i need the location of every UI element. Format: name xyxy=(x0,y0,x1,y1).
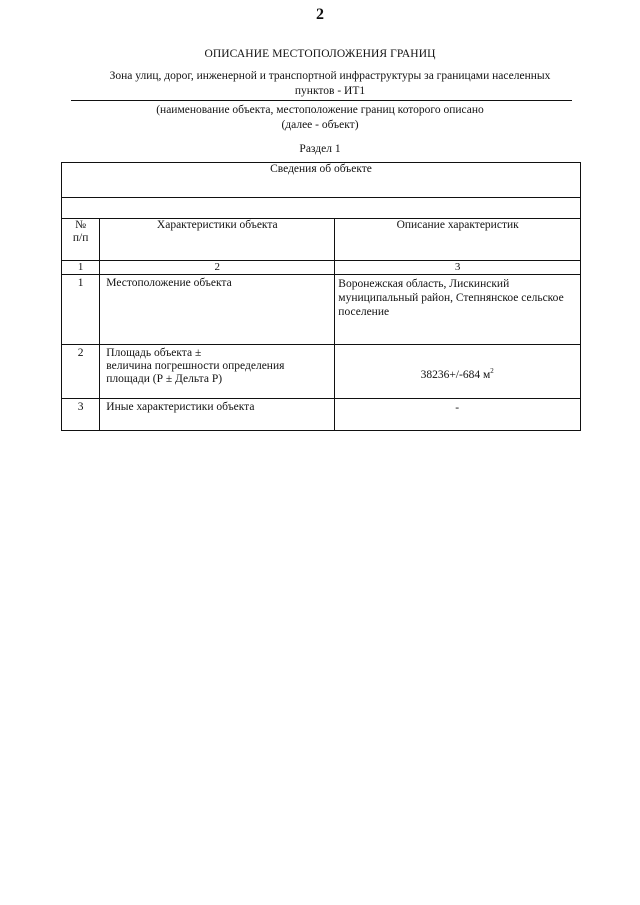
characteristic-line: Местоположение объекта xyxy=(106,277,232,289)
empty-cell xyxy=(62,198,581,219)
row-characteristic xyxy=(100,399,335,431)
column-number-1: 1 xyxy=(62,261,100,275)
header-num xyxy=(62,219,100,261)
header-description: Описание характеристик xyxy=(335,219,581,261)
caption-line-2: (далее - объект) xyxy=(281,119,359,131)
column-number-3: 3 xyxy=(335,261,581,275)
page-number: 2 xyxy=(316,6,324,23)
header-num-line-1: № xyxy=(75,219,87,231)
table-empty-row xyxy=(62,198,581,219)
table-title-row xyxy=(62,163,581,198)
object-info-table xyxy=(61,162,581,431)
table-title: Сведения об объекте xyxy=(62,163,581,198)
table-header-row xyxy=(62,219,581,261)
table-row xyxy=(62,275,581,345)
column-number-2: 2 xyxy=(100,261,335,275)
caption-line-1: (наименование объекта, местоположение границ которого описано xyxy=(156,104,484,116)
characteristic-line: величина погрешности определения xyxy=(106,360,285,372)
characteristic-line: площади (Р ± Дельта Р) xyxy=(106,373,223,385)
header-num-line-2: п/п xyxy=(72,232,89,244)
row-description: - xyxy=(335,399,581,431)
row-num: 2 xyxy=(62,345,100,399)
object-name-underline xyxy=(71,100,572,101)
characteristic-line: Иные характеристики объекта xyxy=(106,401,255,413)
row-description xyxy=(335,345,581,399)
row-characteristic xyxy=(100,345,335,399)
row-description xyxy=(335,275,581,345)
object-name-line-1: Зона улиц, дорог, инженерной и транспортной инфраструктуры за границами населенных xyxy=(109,70,551,82)
table-row xyxy=(62,345,581,399)
row-characteristic xyxy=(100,275,335,345)
header-characteristic: Характеристики объекта xyxy=(100,219,335,261)
row-num: 3 xyxy=(62,399,100,431)
area-unit-exponent: 2 xyxy=(490,366,494,375)
section-title: Раздел 1 xyxy=(299,143,341,155)
column-number-row xyxy=(62,261,581,275)
description-line: поселение xyxy=(338,306,390,318)
table-row xyxy=(62,399,581,431)
area-value: 38236+/-684 м xyxy=(420,368,491,381)
description-line: Воронежская область, Лискинский xyxy=(338,278,510,290)
object-name xyxy=(90,69,570,99)
characteristic-line: Площадь объекта ± xyxy=(106,347,202,359)
object-name-caption xyxy=(0,103,640,133)
document-title: ОПИСАНИЕ МЕСТОПОЛОЖЕНИЯ ГРАНИЦ xyxy=(204,48,436,60)
row-num: 1 xyxy=(62,275,100,345)
description-line: муниципальный район, Степнянское сельское xyxy=(338,292,564,304)
object-name-line-2: пунктов - ИТ1 xyxy=(294,85,366,97)
